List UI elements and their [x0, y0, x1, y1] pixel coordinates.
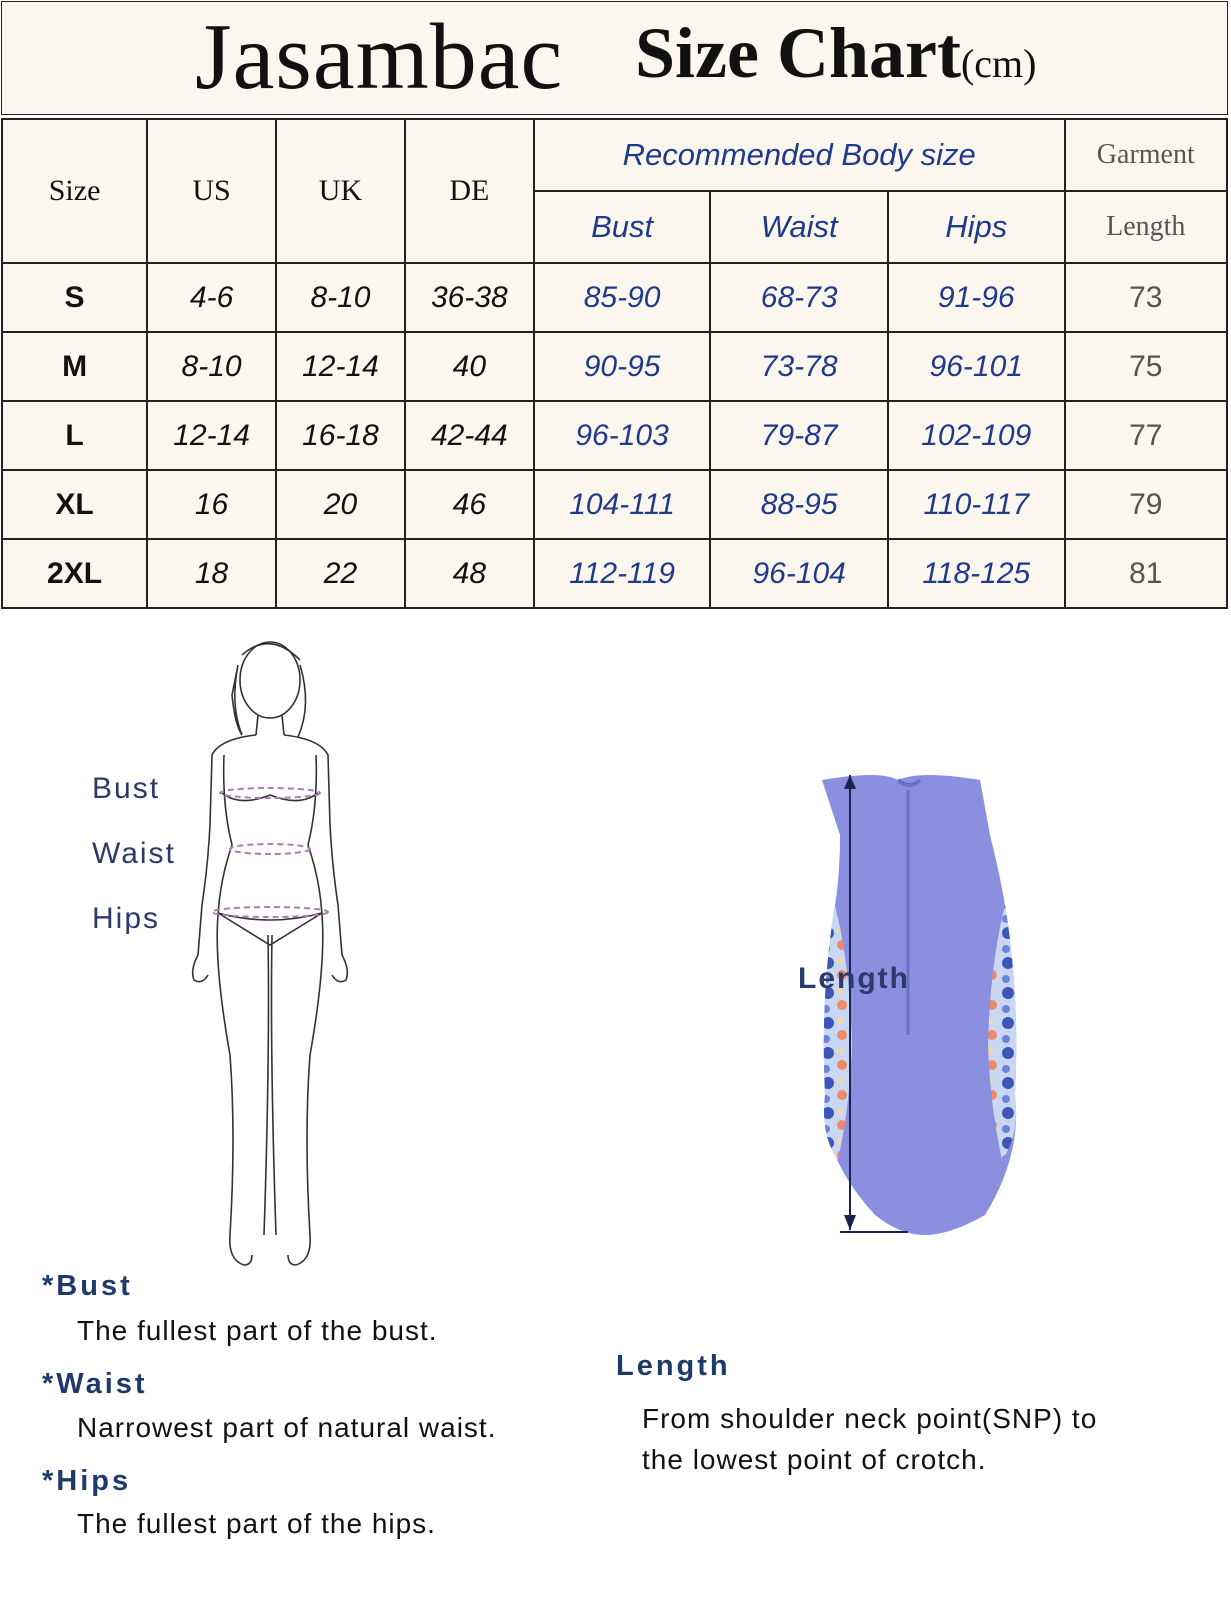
cell-bust: 90-95: [534, 332, 711, 401]
cell-length: 79: [1065, 470, 1227, 539]
header-hips: Hips: [888, 191, 1065, 263]
cell-de: 42-44: [405, 401, 534, 470]
cell-size: S: [2, 263, 147, 332]
header-bust: Bust: [534, 191, 711, 263]
cell-size: XL: [2, 470, 147, 539]
cell-waist: 79-87: [710, 401, 888, 470]
table-row: [2, 539, 1227, 608]
header-size: Size: [2, 119, 147, 263]
definition-waist-title: *Waist: [42, 1368, 148, 1400]
cell-us: 18: [147, 539, 276, 608]
cell-uk: 22: [276, 539, 405, 608]
cell-length: 75: [1065, 332, 1227, 401]
cell-de: 48: [405, 539, 534, 608]
cell-us: 4-6: [147, 263, 276, 332]
cell-de: 36-38: [405, 263, 534, 332]
swimsuit-illustration: [790, 775, 1050, 1265]
title-text: Size Chart: [635, 13, 961, 93]
cell-waist: 73-78: [710, 332, 888, 401]
brand-name: Jasambac: [195, 5, 564, 109]
cell-waist: 88-95: [710, 470, 888, 539]
header-banner: [1, 1, 1228, 115]
header-uk: UK: [276, 119, 405, 263]
definition-length-text-2: the lowest point of crotch.: [642, 1444, 987, 1475]
cell-length: 73: [1065, 263, 1227, 332]
cell-bust: 112-119: [534, 539, 711, 608]
definition-hips-text: The fullest part of the hips.: [77, 1508, 436, 1539]
cell-uk: 8-10: [276, 263, 405, 332]
figure-label-bust: Bust: [92, 772, 161, 805]
cell-bust: 96-103: [534, 401, 711, 470]
header-recommended: Recommended Body size: [534, 119, 1065, 191]
header-waist: Waist: [710, 191, 888, 263]
definition-hips-title: *Hips: [42, 1465, 132, 1497]
figure-label-waist: Waist: [92, 837, 176, 870]
definition-bust-title: *Bust: [42, 1270, 133, 1302]
cell-length: 77: [1065, 401, 1227, 470]
cell-bust: 85-90: [534, 263, 711, 332]
table-row: [2, 470, 1227, 539]
cell-us: 16: [147, 470, 276, 539]
cell-hips: 91-96: [888, 263, 1065, 332]
cell-de: 40: [405, 332, 534, 401]
cell-size: 2XL: [2, 539, 147, 608]
cell-hips: 96-101: [888, 332, 1065, 401]
size-table: [1, 118, 1228, 609]
cell-waist: 68-73: [710, 263, 888, 332]
definition-length-text-1: From shoulder neck point(SNP) to: [642, 1403, 1098, 1434]
title-unit: (cm): [960, 41, 1037, 86]
cell-length: 81: [1065, 539, 1227, 608]
cell-hips: 110-117: [888, 470, 1065, 539]
cell-hips: 118-125: [888, 539, 1065, 608]
table-row: [2, 332, 1227, 401]
figure-label-length: Length: [798, 962, 910, 995]
figure-label-hips: Hips: [92, 902, 161, 935]
cell-size: M: [2, 332, 147, 401]
cell-bust: 104-111: [534, 470, 711, 539]
definition-length-title: Length: [616, 1350, 731, 1382]
cell-us: 8-10: [147, 332, 276, 401]
body-figure-illustration: [180, 635, 360, 1295]
table-row: [2, 401, 1227, 470]
cell-uk: 20: [276, 470, 405, 539]
definition-waist-text: Narrowest part of natural waist.: [77, 1412, 497, 1443]
cell-size: L: [2, 401, 147, 470]
cell-us: 12-14: [147, 401, 276, 470]
definition-bust-text: The fullest part of the bust.: [77, 1315, 438, 1346]
header-garment: Garment: [1065, 119, 1227, 191]
chart-title: [635, 8, 1036, 109]
cell-uk: 12-14: [276, 332, 405, 401]
table-row: [2, 263, 1227, 332]
cell-uk: 16-18: [276, 401, 405, 470]
cell-waist: 96-104: [710, 539, 888, 608]
table-header-row: [2, 119, 1227, 191]
cell-hips: 102-109: [888, 401, 1065, 470]
header-us: US: [147, 119, 276, 263]
header-length: Length: [1065, 191, 1227, 263]
cell-de: 46: [405, 470, 534, 539]
header-de: DE: [405, 119, 534, 263]
